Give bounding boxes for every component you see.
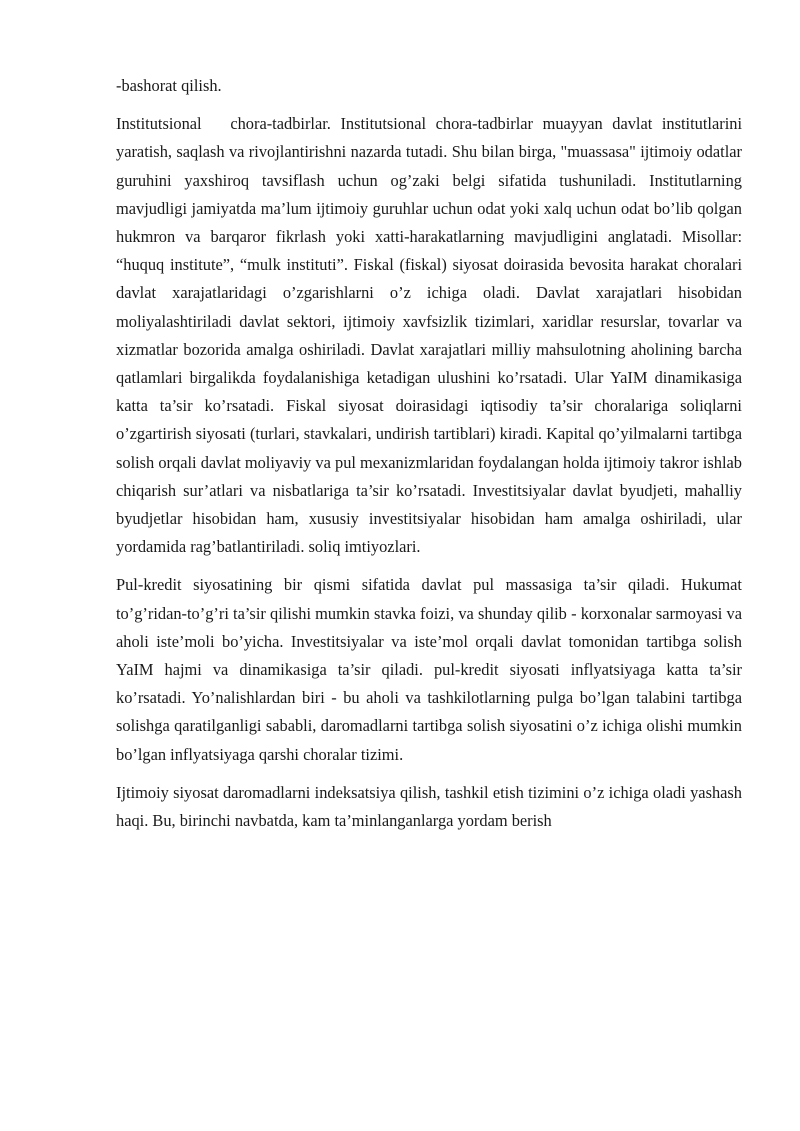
paragraph-bashorat: -bashorat qilish. <box>116 76 222 95</box>
paragraph-ijtimoiy: Ijtimoiy siyosat daromadlarni indeksatsiya qilish, tashkil etish tizimini o’z ichiga oladi yashash haqi. Bu, birinchi navbatda, kam ta’minlanganlarga yordam berish <box>116 782 742 831</box>
document-page <box>116 72 747 845</box>
paragraph-pul-kredit: Pul-kredit siyosatining bir qismi sifatida davlat pul massasiga ta’sir qiladi. Hukumat to’g’ridan-to’g’ri ta’sir qilishi mumkin stavka foizi, va shunday qilib - korxonalar sarmoyasi va aholi iste’moli bo’yicha. Investitsiyalar va iste’mol orqali davlat tomonidan tartibga solish YaIM hajmi va dinamikasiga ta’sir qiladi. pul-kredit siyosati inflyatsiyaga katta ta’sir ko’rsatadi. Yo’nalishlardan biri - bu aholi va tashkilotlarning pulga bo’lgan talabini tartibga solishga qaratilganligi sababli, daromadlarni tartibga solish siyosatini o’z ichiga olishi mumkin bo’lgan inflyatsiyaga qarshi choralar tizimi. <box>116 575 742 764</box>
paragraph-institutsional: Institutsional chora-tadbirlar. Institutsional chora-tadbirlar muayyan davlat institutlarini yaratish, saqlash va rivojlantirishni nazarda tutadi. Shu bilan birga, "muassasa" ijtimoiy odatlar guruhini yaxshiroq tavsiflash uchun og’zaki belgi sifatida tushuniladi. Institutlarning mavjudligi jamiyatda ma’lum ijtimoiy guruhlar uchun odat yoki xalq uchun odat bo’lib qolgan hukmron va barqaror fikrlash yoki xatti-harakatlarning mavjudligini anglatadi. Misollar: “huquq institute”, “mulk instituti”. Fiskal (fiskal) siyosat doirasida bevosita harakat choralari davlat xarajatlaridagi o’zgarishlarni o’z ichiga oladi. Davlat xarajatlari hisobidan moliyalashtiriladi davlat sektori, ijtimoiy xavfsizlik tizimlari, xaridlar resurslar, tovarlar va xizmatlar bozorida amalga oshiriladi. Davlat xarajatlari milliy mahsulotning aholining barcha qatlamlari birgalikda foydalanishiga ketadigan ulushini ko’rsatadi. Ular YaIM dinamikasiga katta ta’sir ko’rsatadi. Fiskal siyosat doirasidagi iqtisodiy ta’sir choralariga soliqlarni o’zgartirish siyosati (turlari, stavkalari, undirish tartiblari) kiradi. Kapital qo’yilmalarni tartibga solish orqali davlat moliyaviy va pul mexanizmlaridan foydalangan holda ijtimoiy takror ishlab chiqarish sur’atlari va nisbatlariga ta’sir ko’rsatadi. Investitsiyalar davlat byudjeti, mahalliy byudjetlar hisobidan ham, xususiy investitsiyalar hisobidan ham amalga oshiriladi, ular yordamida rag’batlantiriladi. soliq imtiyozlari. <box>116 114 747 557</box>
